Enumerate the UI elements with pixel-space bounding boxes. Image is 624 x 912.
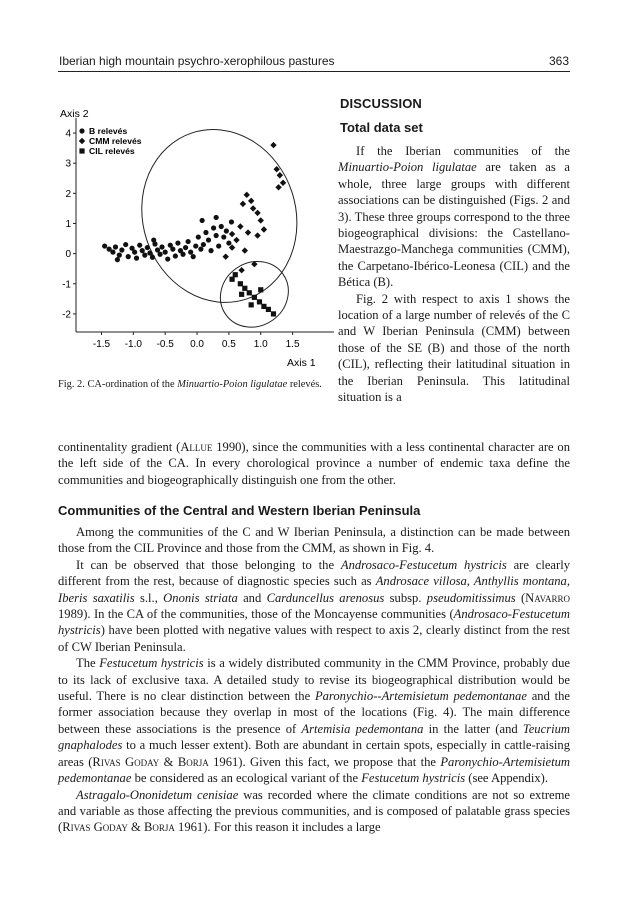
data-point [175,240,180,245]
section-cw-iberian [58,503,570,518]
data-point [206,237,211,242]
data-point [277,172,283,178]
text-run: continentality gradient ( [58,440,181,454]
data-point [214,215,219,220]
taxon-name: Androsaco-Festucetum hystricis [340,557,507,572]
data-point [240,201,246,207]
data-point [229,219,234,224]
x-tick-label: -0.5 [156,339,174,350]
text-run: are taken as a whole, three large groups with different associations can be distinguished (Figs. 2 and 3). These three groups correspond to the three biogeographical divisions: the Castellano-Maestrazgo-Manchega communities (CMM), the Carpetano-Ibérico-Leonesa (CIL) and the Bética (B). [338,160,571,290]
data-point [193,243,198,248]
taxon-name: Teucrium gnaphalodes [58,721,570,753]
data-point [113,244,118,249]
text-run: It can be observed that those belonging to the [76,557,335,572]
data-point [137,243,142,248]
text-run: and [243,590,262,605]
data-point [186,239,191,244]
data-point [238,267,244,273]
data-point [214,233,219,238]
header-rule [58,71,570,72]
text-run: are clearly different from the rest, because of diagnostic species such as [58,557,571,589]
data-point [242,247,248,253]
text-run: 1990), since the communities with a less continental character are on the left side of the CA. In every chorological province a number of endemic taxa define the communities and biogeographically distinguish one from the other. [58,440,571,487]
data-point [221,234,226,239]
legend-label: CMM relevés [89,136,142,146]
discussion-paragraph-1 [338,143,570,291]
data-point [244,192,250,198]
data-point [273,166,279,172]
x-tick-label: -1.5 [92,339,111,350]
group-ellipse [120,109,319,323]
data-point [226,240,231,245]
data-point [247,290,252,295]
taxon-name: Androsace villosa, Anthyllis montana, Iberis saxatilis [58,574,570,605]
data-point [132,250,137,255]
data-point [223,253,229,259]
data-point [208,248,213,253]
data-point [142,253,147,258]
discussion-column [338,96,570,406]
x-tick-label: 0.0 [190,339,204,350]
text-run: ( [520,590,526,605]
running-head [59,52,569,68]
legend-marker [79,128,84,133]
data-point [254,210,260,216]
text-run: was recorded where the climate conditions are not so extreme and variable as those affecting the previous communities, and is composed of palatable grass species ( [58,787,570,835]
data-point [257,299,262,304]
text-run: (see Appendix). [468,771,548,786]
y-tick-label: -2 [62,309,71,321]
data-point [102,243,107,248]
data-point [115,257,120,262]
data-point [258,287,263,292]
legend-marker [79,138,85,144]
caption-text-post: relevés. [289,379,322,390]
data-point [150,255,155,260]
data-point [196,234,201,239]
y-tick-label: -1 [62,279,71,291]
taxon-name: Minuartio-Poion ligulatae [338,160,477,175]
x-tick-label: 1.0 [253,339,268,350]
x-tick-label: -1.0 [124,339,142,350]
data-point [250,205,256,211]
taxon-name: Paronychio--Artemisietum pedemontanae [314,689,527,704]
data-point [201,242,206,247]
data-point [183,245,188,250]
data-point [224,228,229,233]
data-point [173,253,178,258]
x-axis-label: Axis 1 [287,357,316,369]
taxon-name: Paronychio-Artemisietum pedemontanae [58,754,570,786]
page-number: 363 [548,54,569,68]
data-point [233,272,238,277]
data-point [216,243,221,248]
section-body [58,524,570,836]
data-point [134,256,139,261]
y-axis-label: Axis 2 [60,108,89,120]
section-paragraph-2 [58,557,570,655]
text-run: and the former association because they overlap in most of the locations (Fig. 4). The main difference between these associations is the presence of [58,689,571,736]
taxon-name: Androsaco-Festucetum hystricis [58,607,570,638]
data-point [126,254,131,259]
data-point [261,226,267,232]
text-run: is a widely distributed community in the CMM Province, probably due to its lack of exclusive taxa. A detailed study to revise its biogeographical distribution would be useful. There is no clear distinction between the [58,656,570,704]
text-run: 1989). In the CA of the communities, those of the Moncayense communities ( [58,607,454,622]
figure-caption [58,378,336,391]
data-point [123,242,128,247]
data-point [254,232,260,238]
ca-ordination-plot [58,98,340,370]
data-point [270,142,276,148]
data-point [198,247,203,252]
total-data-set-heading: Total data set [340,120,423,135]
taxon-name: Carduncellus arenosus [266,590,385,605]
data-point [157,252,162,257]
y-tick-label: 2 [65,188,71,200]
text-run: be considered as an ecological variant of the [134,771,359,786]
section-title: Communities of the Central and Western Iberian Peninsula [58,503,421,518]
data-point [180,252,185,257]
data-point [140,248,145,253]
discussion-continuation [58,439,570,488]
chart-legend [79,126,142,156]
text-run: The [76,656,96,671]
citation-author: Rivas Goday & Borja [62,820,175,835]
data-point [110,250,115,255]
data-point [249,302,254,307]
taxon-name: Festucetum hystricis [99,656,204,671]
taxon-name: Astragalo-Ononidetum cenisiae [76,787,239,802]
data-point [119,247,124,252]
caption-label: Fig. 2. [58,379,85,390]
data-point [170,247,175,252]
text-run: in the latter (and [428,721,518,736]
data-point [165,256,170,261]
running-title: Iberian high mountain psychro-xerophilous pastures [59,54,335,68]
data-point [245,229,251,235]
data-point [229,231,235,237]
taxon-name: Festucetum hystricis [361,771,466,786]
taxon-name: pseudomitissimus [426,590,516,605]
data-point [229,277,234,282]
data-point [200,218,205,223]
x-tick-label: 0.5 [221,339,236,350]
data-point [242,286,247,291]
text-run: to a much lesser extent). Both are abundant in certain spots, especially in cattle-raising areas ( [58,738,570,769]
data-point [203,230,208,235]
legend-marker [79,148,84,153]
text-run: If the Iberian communities of the [356,144,570,158]
data-point [159,244,164,249]
text-run: 1961). Given this fact, we propose that the [213,754,436,769]
legend-label: B relevés [89,126,128,136]
taxon-name: Artemisia pedemontana [301,721,424,736]
discussion-paragraph-2: Fig. 2 with respect to axis 1 shows the location of a large number of relevés of the C and W Iberian Peninsula (CMM) between those of the SE (B) and those of the north (CIL), reflecting their latitudinal situation in the Iberian Peninsula. This latitudinal situation is a [338,291,570,405]
citation-author: Rivas Goday & Borja [92,754,209,769]
data-point [239,292,244,297]
y-tick-label: 3 [65,158,71,170]
data-point [280,180,286,186]
text-run: subsp. [389,590,422,605]
data-point [238,281,243,286]
citation-author: Allue [180,440,213,454]
caption-taxon: Minuartio-Poion ligulatae [177,379,288,390]
y-tick-label: 4 [65,128,71,140]
text-run: ) have been plotted with negative values with respect to axis 2, clearly distinct from the rest of CW Iberian Peninsula. [58,623,570,654]
caption-text-pre: CA-ordination of the [87,379,175,390]
data-point [211,225,216,230]
data-point [258,217,264,223]
text-run: s.l., [140,590,158,605]
figure-2 [58,98,340,370]
y-tick-label: 1 [65,218,71,230]
data-point [266,307,271,312]
section-paragraph-3 [58,655,570,786]
data-point [275,184,281,190]
discussion-paragraph-2-cont [58,439,570,488]
data-point [219,224,224,229]
data-point [261,304,266,309]
data-point [191,254,196,259]
data-point [145,245,150,250]
y-tick-label: 0 [65,249,71,261]
data-point [163,250,168,255]
text-run: 1961). For this reason it includes a large [178,820,381,835]
data-point [188,250,193,255]
data-point [271,311,276,316]
data-point [237,223,243,229]
x-tick-label: 1.5 [285,339,300,350]
taxon-name: Ononis striata [163,590,238,605]
data-point [233,237,239,243]
section-paragraph-1: Among the communities of the C and W Iberian Peninsula, a distinction can be made between those from the CIL Province and those from the CMM, as shown in Fig. 4. [58,525,570,556]
discussion-heading: DISCUSSION [340,96,422,111]
data-point [252,295,257,300]
legend-label: CIL relevés [89,146,135,156]
data-point [248,198,254,204]
data-point [117,253,122,258]
data-point [151,237,156,242]
section-paragraph-4 [58,787,570,836]
citation-author: Navarro [525,590,570,605]
